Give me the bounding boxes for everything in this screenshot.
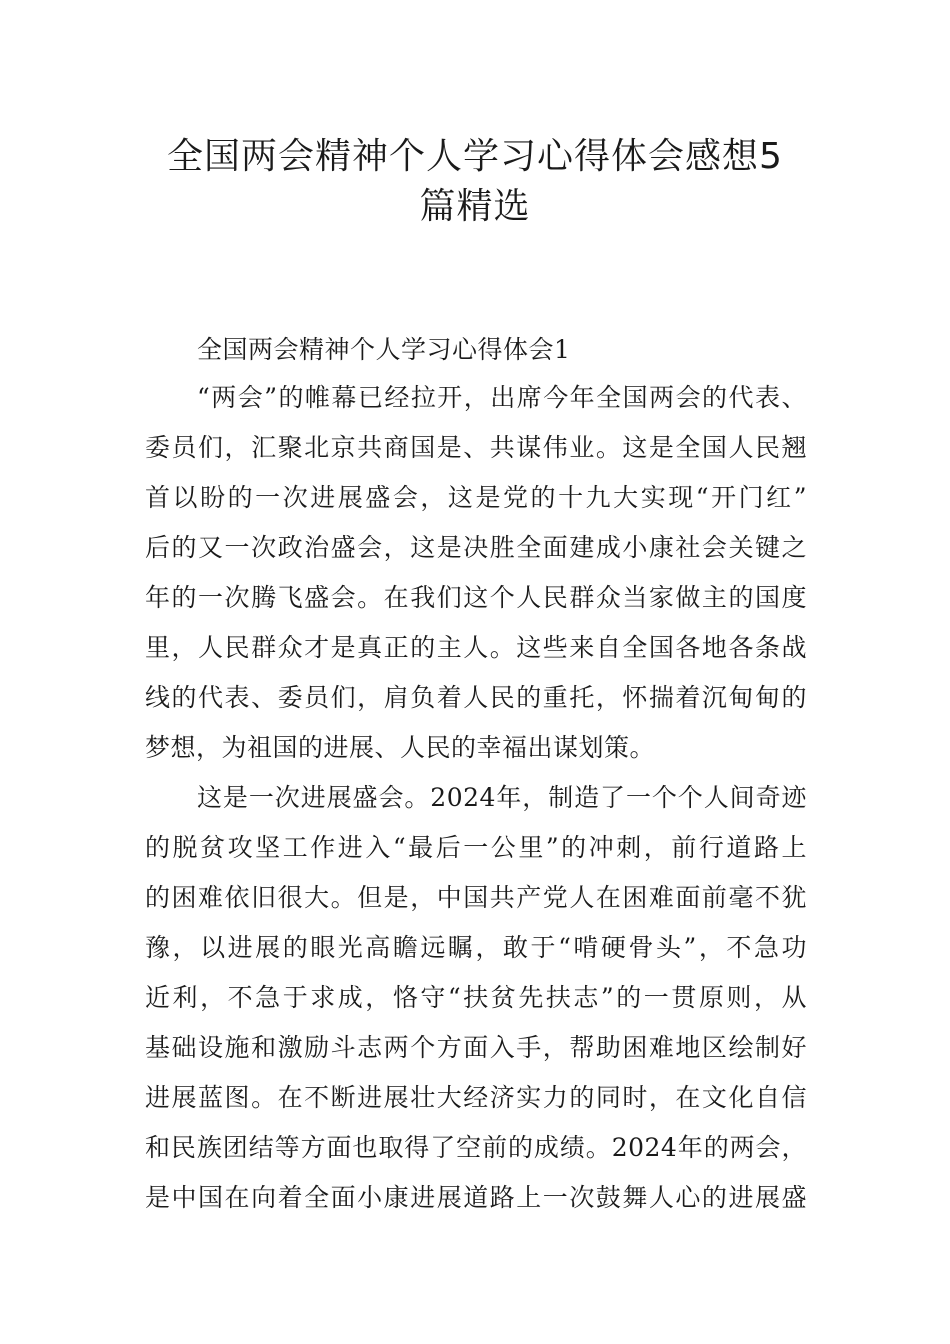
paragraph-1-line: 委员们，汇聚北京共商国是、共谋伟业。这是全国人民翘 bbox=[145, 433, 807, 462]
paragraph-1-line: 年的一次腾飞盛会。在我们这个人民群众当家做主的国度 bbox=[145, 583, 807, 612]
paragraph-2-line: 的脱贫攻坚工作进入“最后一公里”的冲刺，前行道路上 bbox=[145, 833, 807, 862]
paragraph-1-line: “两会”的帷幕已经拉开，出席今年全国两会的代表、 bbox=[197, 383, 807, 412]
paragraph-1-line: 里，人民群众才是真正的主人。这些来自全国各地各条战 bbox=[145, 633, 807, 662]
paragraph-2-line: 和民族团结等方面也取得了空前的成绩。2024年的两会， bbox=[145, 1133, 807, 1162]
section-heading: 全国两会精神个人学习心得体会1 bbox=[197, 335, 571, 364]
paragraph-1-line: 首以盼的一次进展盛会，这是党的十九大实现“开门红” bbox=[145, 483, 807, 512]
paragraph-1-line: 线的代表、委员们，肩负着人民的重托，怀揣着沉甸甸的 bbox=[145, 683, 807, 712]
paragraph-2-line: 是中国在向着全面小康进展道路上一次鼓舞人心的进展盛 bbox=[145, 1183, 807, 1212]
paragraph-2-line: 豫，以进展的眼光高瞻远瞩，敢于“啃硬骨头”，不急功 bbox=[145, 933, 807, 962]
paragraph-2-line: 的困难依旧很大。但是，中国共产党人在困难面前毫不犹 bbox=[145, 883, 807, 912]
paragraph-2-line: 基础设施和激励斗志两个方面入手，帮助困难地区绘制好 bbox=[145, 1033, 807, 1062]
paragraph-2-line: 进展蓝图。在不断进展壮大经济实力的同时，在文化自信 bbox=[145, 1083, 807, 1112]
paragraph-1-line: 后的又一次政治盛会，这是决胜全面建成小康社会关键之 bbox=[145, 533, 807, 562]
paragraph-1-line: 梦想，为祖国的进展、人民的幸福出谋划策。 bbox=[145, 733, 656, 762]
document-title-line-2: 篇精选 bbox=[419, 186, 531, 227]
paragraph-2-line: 这是一次进展盛会。2024年，制造了一个个人间奇迹 bbox=[197, 783, 807, 812]
paragraph-2-line: 近利，不急于求成，恪守“扶贫先扶志”的一贯原则，从 bbox=[145, 983, 807, 1012]
document-title-line-1: 全国两会精神个人学习心得体会感想5 bbox=[167, 136, 783, 177]
